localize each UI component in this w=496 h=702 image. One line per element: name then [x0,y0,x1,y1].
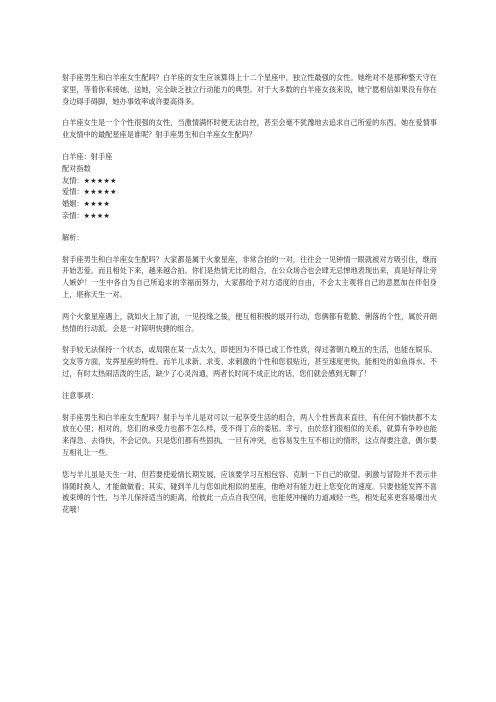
analysis-paragraph-1: 射手座男生和白羊座女生配吗？大家都是属于火象星座，非常合拍的一对，往往会一见钟情一眼就被对方吸引住，继而开始恋爱。而且相处下来，越来越合拍。你们是热情无比的组合，在公众场合也会肆无忌惮地表现出来，真是好得让旁人嫉妒！一生中各自为自己所追求的幸福而努力，大家都给予对方适度的自由，不会太主观将自己的意愿加在伴侣身上，堪称天生一对。 [62,254,437,299]
star-rating: ★★★★ [83,210,111,220]
analysis-paragraph-3: 射手较无法保持一个状态，或局限在某一点太久，即使因为不得已或工作性质，得过著朝九晚五的生活，也能在娱乐、交友等方面，发挥星座的特性。而羊儿求新、求变、求刺激的个性和您很贴近，甚至速度更快，能相处的如鱼得水。不过，有时太热闹活泼的生活，缺少了心灵沟通，两者长时间不成正比的话，您们就会感到无聊了！ [62,345,437,378]
intro-paragraph-2: 白羊座女生是一个个性很强的女性，当激情满怀时便无法自控，甚至会毫不犹豫地去追求自己所爱的东西。她在爱情事业友情中的最配星座是谁呢？射手座男生和白羊座女生配吗？ [62,118,437,140]
rating-label: 婚姻 [62,199,77,209]
match-index-label: 配对指数 [62,163,91,173]
match-pair: 白羊座：射手座 [62,151,113,161]
rating-label: 友情 [62,175,77,185]
match-info [62,151,437,222]
rating-love: 爱情：★★★★★ [62,187,117,197]
star-rating: ★★★★ [83,199,111,209]
analysis-paragraph-2: 两个火象星座遇上，就如火上加了油，一见投缘之後，便互相积极的展开行动，您俩都有乾脆、俐落的个性，属於开朗热情的行动派。会是一对简明快捷的组合。 [62,311,437,333]
star-rating: ★★★★★ [83,175,117,185]
analysis-heading: 解析： [62,232,84,242]
notes-paragraph-1: 射手座男生和白羊座女生配吗？射手与羊儿是对可以一起享受生活的组合，两人个性皆真来直往，有任何不愉快都不太放在心里；相对的，您们的承受力也都不怎么样，受不得丁点的委屈。幸亏，由於您们很相似的关系，就算有争吵也能来得急、去得快，不会记仇。只是您们都有些固执，一旦有冲突，也容易发生互不相让的情形，这点得要注意，偶尔要互相礼让一些。 [62,412,437,457]
star-rating: ★★★★★ [83,187,117,197]
rating-marriage: 婚姻：★★★★ [62,199,111,209]
rating-label: 亲情 [62,210,77,220]
notes-heading: 注意事项： [62,390,98,400]
intro-paragraph-1: 射手座男生和白羊座女生配吗？白羊座的女生应该算得上十二个星座中，独立性最强的女性。她绝对不是那种整天守在家里，等着你来接她、送她，完全缺乏独立行动能力的典型。对于大多数的白羊座女孩来说，她宁愿相信如果没有你在身边碍手碍脚，她办事效率或许要高得多。 [62,73,437,106]
document-page [62,72,437,526]
rating-label: 爱情 [62,187,77,197]
rating-family: 亲情：★★★★ [62,210,111,220]
notes-paragraph-2: 您与羊儿虽是天生一对，但若要使爱情长期发展，应该要学习互相包容、克制一下自己的欲望。刺激与冒险并不表示非得随时换人，才能做做看；其实，碰到羊儿与您如此相似的星座，他绝对有能力赶上您变化的速度。只要他能发挥不喜被束缚的个性，与羊儿保持适当的距离，给彼此一点点自我空间，也能使冲撞的力道减轻一些，相处起来更容易爆出火花哦！ [62,469,437,515]
rating-friendship: 友情：★★★★★ [62,175,117,185]
